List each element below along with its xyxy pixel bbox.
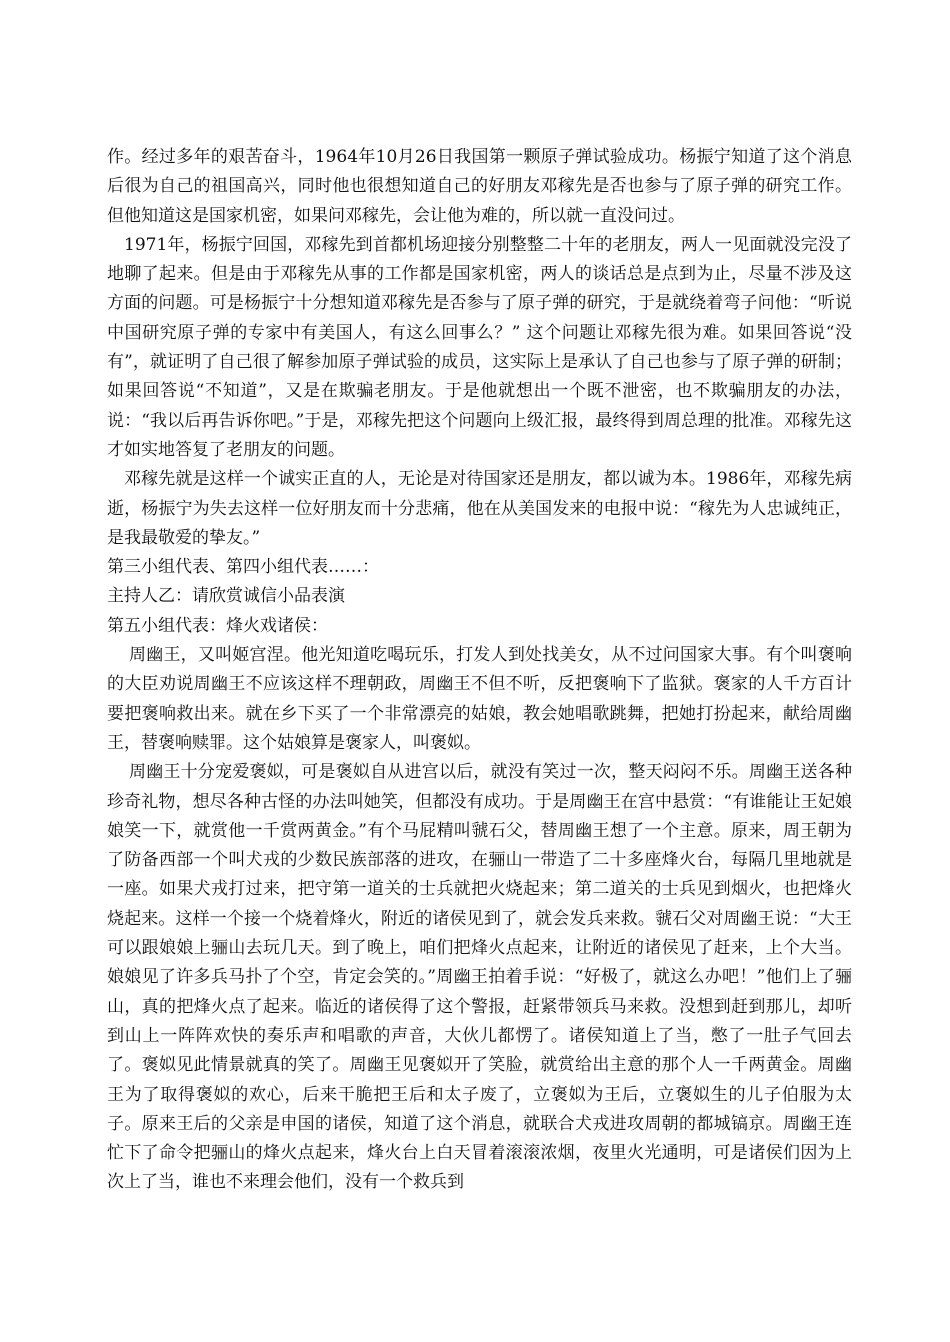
paragraph-4: 第三小组代表、第四小组代表……：	[107, 557, 379, 578]
paragraph-7: 周幽王，又叫姬宫涅。他光知道吃喝玩乐，打发人到处找美女，从不过问国家大事。有个叫褒响的大臣劝说周幽王不应该这样不理朝政，周幽王不但不听，反把褒响下了监狱。褒家的人千方百计要把褒响救出来。就在乡下买了一个非常漂亮的姑娘，教会她唱歌跳舞，把她打扮起来，献给周幽王，替褒响赎罪。这个姑娘算是褒家人，叫褒姒。	[107, 645, 852, 753]
paragraph-1: 作。经过多年的艰苦奋斗，1964年10月26日我国第一颗原子弹试验成功。杨振宁知道了这个消息后很为自己的祖国高兴，同时他也很想知道自己的好朋友邓稼先是否也参与了原子弹的研究工作。但他知道这是国家机密，如果问邓稼先，会让他为难的，所以就一直没问过。	[107, 147, 852, 226]
paragraph-3: 邓稼先就是这样一个诚实正直的人，无论是对待国家还是朋友，都以诚为本。1986年，邓稼先病逝，杨振宁为失去这样一位好朋友而十分悲痛，他在从美国发来的电报中说：“稼先为人忠诚纯正，是我最敬爱的挚友。”	[107, 469, 852, 548]
document-page	[107, 143, 852, 1198]
paragraph-6: 第五小组代表：烽火戏诸侯：	[107, 615, 328, 636]
paragraph-5: 主持人乙：请欣赏诚信小品表演	[107, 586, 345, 607]
paragraph-2: 1971年，杨振宁回国，邓稼先到首都机场迎接分别整整二十年的老朋友，两人一见面就没完没了地聊了起来。但是由于邓稼先从事的工作都是国家机密，两人的谈话总是点到为止，尽量不涉及这方面的问题。可是杨振宁十分想知道邓稼先是否参与了原子弹的研究，于是就绕着弯子问他：“听说中国研究原子弹的专家中有美国人，有这么回事么？” 这个问题让邓稼先很为难。如果回答说“没有”，就证明了自己很了解参加原子弹试验的成员，这实际上是承认了自己也参与了原子弹的研制；如果回答说“不知道”，又是在欺骗老朋友。于是他就想出一个既不泄密，也不欺骗朋友的办法，说：“我以后再告诉你吧。”于是，邓稼先把这个问题向上级汇报，最终得到周总理的批准。邓稼先这才如实地答复了老朋友的问题。	[107, 234, 852, 460]
paragraph-8: 周幽王十分宠爱褒姒，可是褒姒自从进宫以后，就没有笑过一次，整天闷闷不乐。周幽王送各种珍奇礼物，想尽各种古怪的办法叫她笑，但都没有成功。于是周幽王在宫中悬赏：“有谁能让王妃娘娘笑一下，就赏他一千赏两黄金。”有个马屁精叫虢石父，替周幽王想了一个主意。原来，周王朝为了防备西部一个叫犬戎的少数民族部落的进攻，在骊山一带造了二十多座烽火台，每隔几里地就是一座。如果犬戎打过来，把守第一道关的士兵就把火烧起来；第二道关的士兵见到烟火，也把烽火烧起来。这样一个接一个烧着烽火，附近的诸侯见到了，就会发兵来救。虢石父对周幽王说：“大王可以跟娘娘上骊山去玩几天。到了晚上，咱们把烽火点起来，让附近的诸侯见了赶来，上个大当。娘娘见了许多兵马扑了个空，肯定会笑的。”周幽王拍着手说：“好极了，就这么办吧！”他们上了骊山，真的把烽火点了起来。临近的诸侯得了这个警报，赶紧带领兵马来救。没想到赶到那儿，却听到山上一阵阵欢快的奏乐声和唱歌的声音，大伙儿都愣了。诸侯知道上了当，憋了一肚子气回去了。褒姒见此情景就真的笑了。周幽王见褒姒开了笑脸，就赏给出主意的那个人一千两黄金。周幽王为了取得褒姒的欢心，后来干脆把王后和太子废了，立褒姒为王后，立褒姒生的儿子伯服为太子。原来王后的父亲是申国的诸侯，知道了这个消息，就联合犬戎进攻周朝的都城镐京。周幽王连忙下了命令把骊山的烽火点起来，烽火台上白天冒着滚滚浓烟，夜里火光通明，可是诸侯们因为上次上了当，谁也不来理会他们，没有一个救兵到	[107, 762, 852, 1193]
